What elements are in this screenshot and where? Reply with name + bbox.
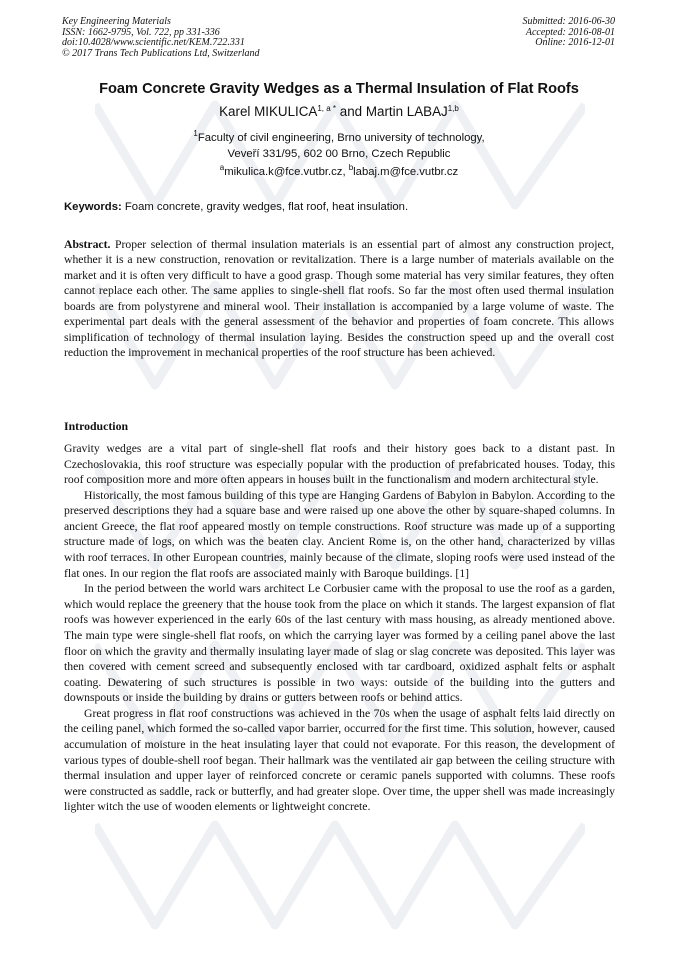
keywords-text: Foam concrete, gravity wedges, flat roof, heat insulation.	[124, 201, 409, 213]
author-emails	[40, 163, 638, 178]
affiliation-line-2: Veveří 331/95, 602 00 Brno, Czech Republic	[227, 148, 451, 160]
author-1: Karel MIKULICA	[219, 104, 318, 119]
journal-name: Key Engineering Materials	[62, 16, 171, 27]
abstract-text: Proper selection of thermal insulation materials is an essential part of almost any construction project, whether it is a new construction, renovation or revitalization. There is a large number of materials available on the market and it is often very difficult to have a good grasp. Though some material has very similar features, they often cannot replace each other. The same applies to single-shell flat roofs. So far the most often used thermal insulation boards are from polystyrene and mineral wool. Their installation is accompanied by a large volume of waste. The experimental part deals with the general assessment of the behavior and properties of foam concrete. This allows simplification of technology of thermal insulation laying. Besides the construction speed up and the overall cost reduction the improvement in mechanical properties of the roof structure has been achieved.	[64, 238, 614, 360]
accepted-date: Accepted: 2016-08-01	[525, 26, 615, 38]
email-separator: ,	[342, 166, 346, 178]
author-2-affil: 1,b	[447, 104, 459, 113]
email-a[interactable]: mikulica.k@fce.vutbr.cz	[224, 166, 343, 178]
online-date: Online: 2016-12-01	[535, 37, 615, 48]
journal-issn: ISSN: 1662-9795, Vol. 722, pp 331-336	[62, 26, 220, 38]
author-line	[40, 104, 638, 119]
author-2: Martin LABAJ	[365, 104, 448, 119]
introduction-body	[64, 441, 615, 815]
keywords-label: Keywords:	[64, 201, 122, 213]
journal-doi: doi:10.4028/www.scientific.net/KEM.722.331	[62, 37, 245, 48]
author-1-affil: 1, a *	[317, 104, 337, 113]
section-heading-introduction: Introduction	[64, 419, 129, 433]
author-and: and	[339, 104, 363, 119]
journal-copyright: © 2017 Trans Tech Publications Ltd, Switzerland	[62, 47, 260, 59]
submission-dates	[523, 17, 616, 49]
affiliation-marker: 1	[193, 129, 198, 138]
intro-paragraph-1: Gravity wedges are a vital part of single-shell flat roofs and their history goes back to a distant past. In Czechoslovakia, this roof structure was especially popular with the production of prefabricated houses. Today, this roof composition more and more often appears in houses built in the functionalism and modern architectural style.	[64, 442, 615, 487]
abstract	[64, 237, 614, 361]
submitted-date: Submitted: 2016-06-30	[522, 16, 615, 27]
journal-info	[62, 17, 260, 59]
affiliation-line-1: Faculty of civil engineering, Brno university of technology,	[197, 132, 485, 144]
keywords	[64, 201, 408, 213]
email-b-marker: b	[348, 163, 354, 172]
email-b[interactable]: labaj.m@fce.vutbr.cz	[353, 166, 459, 178]
intro-paragraph-3: In the period between the world wars architect Le Corbusier came with the proposal to use the roof as a garden, which would replace the greenery that the house took from the place on which it stands. The largest expansion of flat roofs was however experienced in the early 60s of the last century with mass housing, as already mentioned above. The main type were single-shell flat roofs, on which the carrying layer was formed by a ceiling panel above the last floor on which the gravity and thermally insulating layer made of slag or slag concrete was deposited. This layer was then covered with cement screed and subsequently enclosed with tar cardboard, oxidized asphalt felts or asphalt coating. Dewatering of such structures is possible in two ways: outside of the building into the gutters and downspouts or inside the building by drains or gutters between roofs or behind attics.	[64, 582, 615, 705]
intro-paragraph-2: Historically, the most famous building of this type are Hanging Gardens of Babylon in Babylon. According to the preserved descriptions they had a square base and were raised up one above the other by square-shaped columns. In ancient Greece, the flat roof appeared mostly on temple constructions. Roof structure was made up of a supporting structure made of logs, on which was the beaten clay. Ancient Rome is, on the other hand, characterized by villas with roof terraces. In other European countries, mainly because of the climate, sloping roofs were used instead of the flat ones. In our region the flat roofs are associated mainly with Baroque buildings. [1]	[64, 488, 615, 580]
paper-title: Foam Concrete Gravity Wedges as a Thermal Insulation of Flat Roofs	[99, 81, 579, 97]
affiliation	[40, 130, 638, 162]
email-a-marker: a	[219, 163, 225, 172]
abstract-label: Abstract.	[64, 238, 111, 251]
intro-paragraph-4: Great progress in flat roof constructions was achieved in the 70s when the usage of asphalt felts laid directly on the ceiling panel, which formed the so-called vapor barrier, occurred for the first time. This solution, however, caused accumulation of moisture in the heat insulating layer that could not evaporate. For this reason, the development of various types of double-shell roof began. Their hallmark was the ventilated air gap between the ceiling structure with thermal insulation and upper layer of reinforced concrete or ceramic panels supported with columns. These roofs were constructed as saddle, rack or butterfly, and had greater slope. Over time, the upper shell was made increasingly lighter witch the use of wooden elements or lightweight concrete.	[64, 706, 615, 814]
